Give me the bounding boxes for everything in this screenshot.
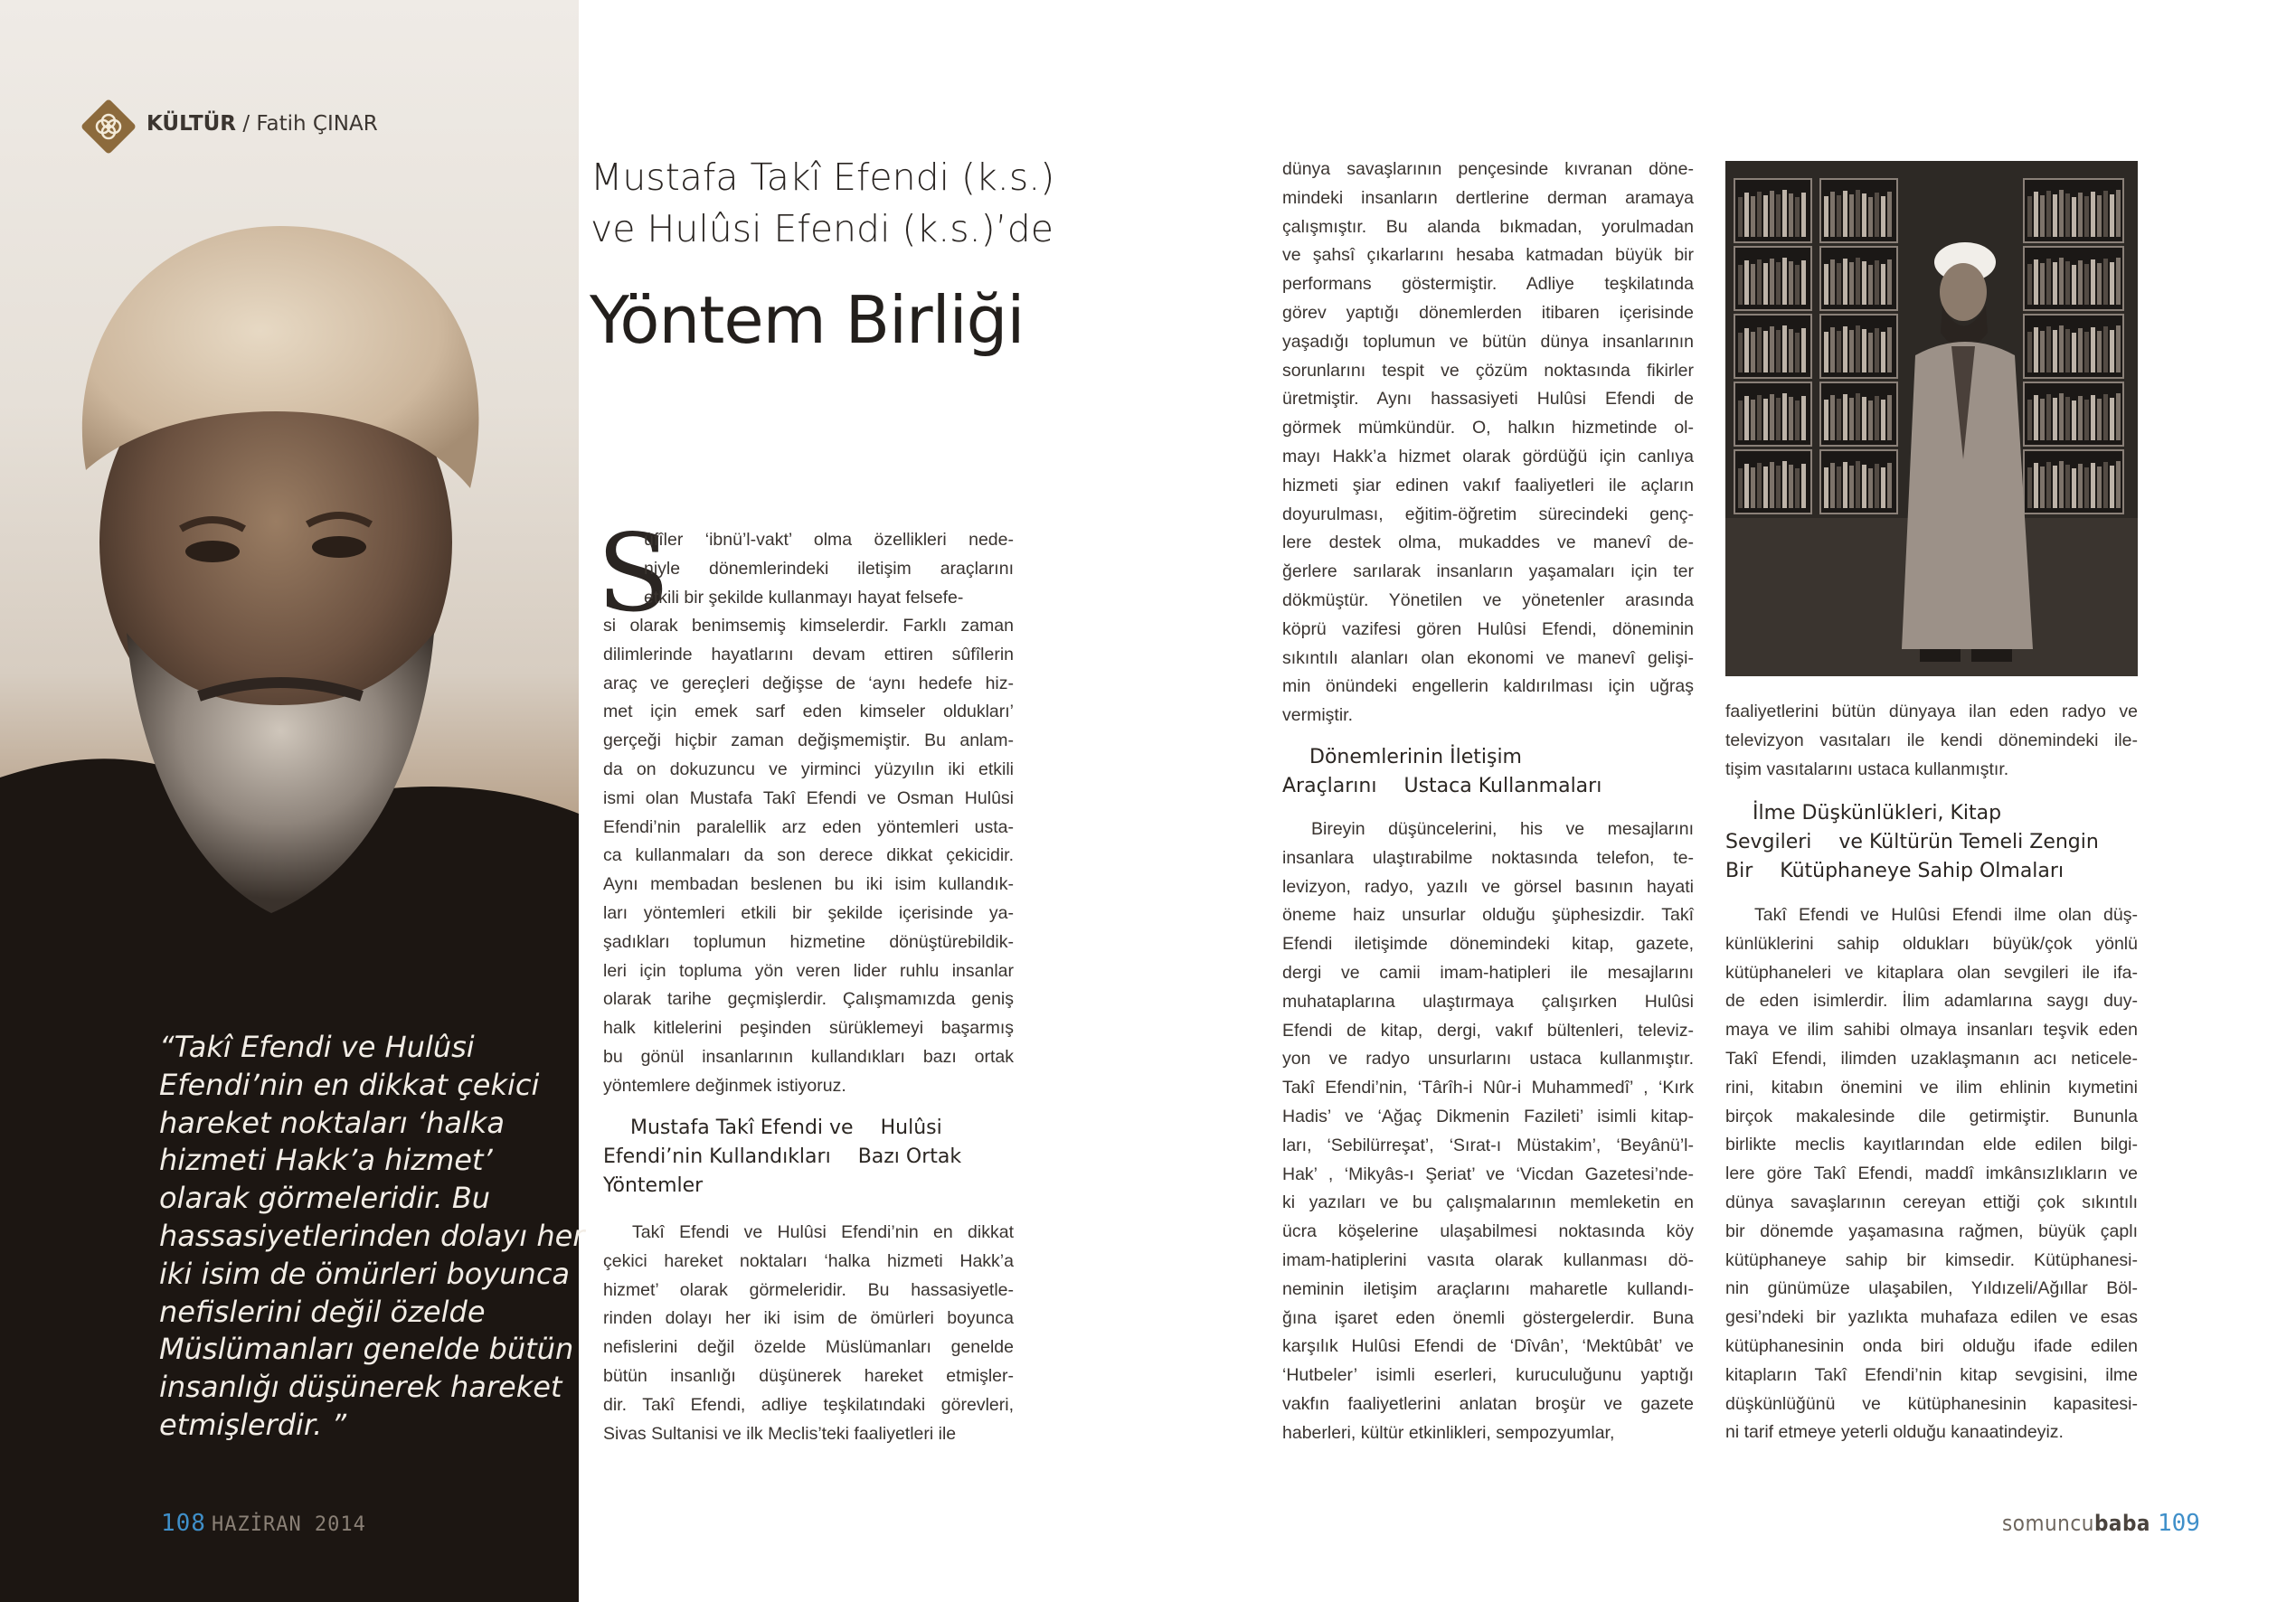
section-heading-line: Hulûsi Efendi’nin Kullandıkları (603, 1117, 942, 1168)
text-line: Takî Efendi, ilimden uzaklaşmanın acı neticele- (1725, 1048, 2138, 1069)
text-line: ve şahsî çıkarlarını hesaba katmadan büyük bir (1282, 245, 1694, 266)
text-line: Sivas Sultanisi ve ilk Meclis’teki faaliyetleri ile (603, 1423, 957, 1444)
text-line: gesi’ndeki bir yazlıkta muhafaza edilen ve esas (1725, 1307, 2138, 1328)
page-number-right: 109 (2157, 1510, 2200, 1537)
text-line: ismi olan Mustafa Takî Efendi ve Osman Hulûsi (603, 787, 1014, 808)
text-line: üretmiştir. Aynı hassasiyeti Hulûsi Efendi de (1282, 389, 1694, 410)
article-title: Yöntem Birliği (590, 282, 1025, 358)
text-line: Hadis’ ve ‘Ağaç Dikmenin Fazileti’ isimli kitap- (1282, 1106, 1694, 1126)
text-line: da on dokuzuncu ve yirminci yüzyılın iki etkili (603, 759, 1014, 779)
text-line: hizmet’ olarak görmeleridir. Bu hassasiyetle- (603, 1279, 1014, 1300)
column-1-heading (603, 1114, 1014, 1201)
text-line: ücra köşelerine ulaşabilmesi noktasında köy (1282, 1221, 1694, 1242)
text-line: etkili bir şekilde kullanmayı hayat felsefe- (644, 587, 964, 608)
text-line: mayı Hakk’a hizmet olarak gördüğü için canlıya (1282, 446, 1694, 466)
section-heading-line: Dönemlerinin İletişim Araçlarını (1282, 746, 1522, 797)
text-line: haberleri, kültür etkinlikleri, sempozyumlar, (1282, 1422, 1615, 1443)
pull-quote (159, 1029, 585, 1445)
quote-line: hareket noktaları ‘halka (159, 1105, 505, 1140)
magazine-brand (2002, 1511, 2150, 1536)
text-line: birlikte meclis kayıtlarından elde edilen bilgi- (1725, 1135, 2138, 1155)
text-line: min önündeki engellerin kaldırılması için uğraş (1282, 676, 1694, 697)
text-line: yöntemlere değinmek istiyoruz. (603, 1075, 846, 1096)
text-line: görev yaptığı dönemlerden itibaren içerisinde (1282, 302, 1694, 323)
text-line: halk kitlelerini peşinden sürüklemeyi başarmış (603, 1018, 1014, 1039)
quote-line: olarak görmeleridir. Bu (159, 1181, 491, 1216)
text-line: ları, ‘Sebilürreşat’, ‘Sırat-ı Müstakim’, ‘Beyânü’l- (1282, 1135, 1694, 1155)
library-photo (1725, 161, 2138, 676)
text-line: araç ve gereçleri değişse de ‘aynı hedefe hiz- (603, 673, 1014, 693)
category-label: KÜLTÜR (146, 112, 237, 136)
brand-light: somuncu (2002, 1511, 2094, 1536)
text-line: de eden isimlerdir. İlim adamlarına saygı duy- (1725, 991, 2138, 1012)
text-line: dünya savaşlarının cereyan ettiği çok sıkıntılı (1725, 1192, 2138, 1212)
text-line: ları yöntemleri etkili bir şekilde içerisinde ya- (603, 902, 1014, 923)
text-line: kütüphaneleri ve kitaplara olan sevgileri ile ifa- (1725, 962, 2138, 983)
text-line: performans göstermiştir. Adliye teşkilatında (1282, 274, 1694, 295)
text-line: tişim vasıtalarını ustaca kullanmıştır. (1725, 759, 2009, 779)
text-line: neminin iletişim araçlarını maharetle kullandı- (1282, 1278, 1694, 1299)
text-line: gerçeği hiçbir zaman değişmemiştir. Bu anlam- (603, 730, 1014, 751)
text-line: mindeki insanların dertlerine derman aramaya (1282, 187, 1694, 208)
text-line: birçok makalesinde dile getirmiştir. Bununla (1725, 1106, 2138, 1126)
text-line: si olarak benimsemiş kimselerdir. Farklı zaman (603, 616, 1014, 636)
text-line: karşılık Hulûsi Efendi de ‘Dîvân’, ‘Mektûbât’ ve (1282, 1336, 1694, 1357)
text-line: olarak tarihe geçmişlerdir. Çalışmamızda geniş (603, 989, 1014, 1010)
author-name: Fatih ÇINAR (256, 112, 378, 136)
text-line: imam-hatiplerini vasıta olarak kullanması dö- (1282, 1249, 1694, 1270)
section-heading-line: Ustaca Kullanmaları (1403, 775, 1602, 797)
header-separator: / (236, 112, 257, 136)
quote-line: iki isim de ömürleri boyunca (159, 1256, 571, 1291)
text-line: niyle dönemlerindeki iletişim araçlarını (644, 558, 1014, 579)
text-line: rini, kitabın önemini ve ilim ehlinin kıymetini (1725, 1077, 2138, 1098)
text-line: nefislerini değil özelde Müslümanları genelde (603, 1337, 1014, 1358)
text-line: ki yazıları ve bu çalışmalarının memleketin en (1282, 1192, 1694, 1213)
quote-line: etmişlerdir. ” (159, 1407, 347, 1442)
text-line: çekici hareket noktaları ‘halka hizmeti Hakk’a (603, 1250, 1014, 1271)
text-line: nin günümüze ulaşabilen, Yıldızeli/Ağıllar Böl- (1725, 1278, 2138, 1299)
text-line: hizmeti şiar edinen vakıf faaliyetleri ile açların (1282, 475, 1694, 495)
text-line: çalışmıştır. Bu alanda bıkmadan, yorulmadan (1282, 216, 1694, 237)
text-line: rinden dolayı her iki isim de ömürleri boyunca (603, 1308, 1014, 1329)
text-line: sorunlarını tespit ve çözüm noktasında fikirler (1282, 360, 1694, 381)
quote-line: nefislerini değil özelde (159, 1294, 486, 1329)
section-heading-line: Mustafa Takî Efendi ve (630, 1117, 854, 1139)
text-line: Efendi de kitap, dergi, vakıf bültenleri, televiz- (1282, 1020, 1694, 1041)
text-line: görmek mümkündür. O, halkın hizmetinde ol- (1282, 418, 1694, 438)
folio-right (2002, 1510, 2200, 1537)
text-line: vakfın faaliyetlerini anlatan broşür ve gazete (1282, 1393, 1694, 1414)
text-line: muhataplarına ulaştırmaya çalışırken Hulûsi (1282, 991, 1694, 1012)
text-line: lere destek olma, mukaddes ve manevî de- (1282, 532, 1694, 553)
text-line: Takî Efendi ve Hulûsi Efendi ilme olan düş- (1754, 905, 2138, 925)
folio-left (161, 1510, 366, 1537)
issue-date: HAZİRAN 2014 (211, 1513, 366, 1536)
text-line: köprü vazifesi gören Hulûsi Efendi, döneminin (1282, 618, 1694, 639)
text-line: ‘Hutbeler’ isimli eserleri, kuruculuğunu yaptığı (1282, 1365, 1694, 1386)
subtitle-line: ve Hulûsi Efendi (k.s.)’de (591, 207, 1054, 250)
text-line: öneme haiz unsurlar olduğu şüphesizdir. Takî (1282, 905, 1694, 926)
quote-line: Efendi’nin en dikkat çekici (159, 1067, 540, 1102)
text-line: dergi ve camii imam-hatipleri ile mesajlarını (1282, 962, 1694, 983)
text-line: faaliyetlerini bütün dünyaya ilan eden radyo ve (1725, 702, 2138, 721)
text-line: bu gönül insanlarının kullandıkları bazı ortak (603, 1046, 1014, 1067)
text-line: insanlara ulaştırabilme noktasında telefon, te- (1282, 847, 1694, 868)
column-1-intro (644, 526, 1014, 612)
text-line: kitapların Takî Efendi’nin kitap sevgisini, ilme (1725, 1364, 2138, 1385)
column-1-paragraph-2 (603, 1219, 1014, 1448)
text-line: düşkünlüğünü ve kütüphanesinin kapasitesi- (1725, 1393, 2138, 1414)
text-line: doyurulması, eğitim-öğretim sürecindeki genç- (1282, 504, 1694, 524)
text-line: ûfîler ‘ibnü’l-vakt’ olma özellikleri nede- (644, 530, 1014, 550)
text-line: ca kullanmaları da son derece dikkat çekicidir. (603, 845, 1014, 866)
column-1-paragraph (603, 612, 1014, 1101)
column-3-heading (1725, 799, 2138, 886)
text-line: ğerlere sarılarak insanların yaşamaları için ter (1282, 561, 1694, 582)
text-line: ni tarif etmeye yeterli olduğu kanaatindeyiz. (1725, 1422, 2064, 1443)
text-line: televizyon vasıtaları ile kendi dönemindeki ile- (1725, 730, 2138, 750)
column-2-paragraph (1282, 155, 1694, 730)
section-heading-line: Bazı Ortak Yöntemler (603, 1145, 962, 1197)
text-line: Efendi iletişimde dönemindeki kitap, gazete, (1282, 934, 1694, 955)
section-heading-line: İlme Düşkünlükleri, Kitap Sevgileri (1725, 802, 2002, 853)
column-3-paragraph (1725, 698, 2138, 784)
text-line: maya ve ilim sahibi olmaya insanları teşvik eden (1725, 1020, 2138, 1041)
library-image (1725, 161, 2138, 676)
text-line: lere göre Takî Efendi, maddî imkânsızlıkların ve (1725, 1164, 2138, 1184)
text-line: bütün insanlığı düşünerek hareket etmişler- (603, 1365, 1014, 1386)
text-line: dir. Takî Efendi, adliye teşkilatındaki görevleri, (603, 1394, 1014, 1415)
category-diamond-icon (76, 94, 141, 159)
drop-cap: S (597, 511, 670, 636)
quote-line: hizmeti Hakk’a hizmet’ (159, 1143, 493, 1178)
text-line: met için emek sarf eden kimseler oldukları’ (603, 702, 1014, 722)
text-line: leri için topluma yön veren lider ruhlu insanlar (603, 960, 1014, 981)
quote-line: insanlığı düşünerek hareket (159, 1370, 562, 1405)
text-line: vermiştir. (1282, 705, 1353, 726)
column-2-heading (1282, 743, 1694, 801)
column-2-paragraph-2 (1282, 815, 1694, 1448)
quote-line: hassasiyetlerinden dolayı her (159, 1218, 585, 1253)
section-heading-line: Kütüphaneye Sahip Olmaları (1780, 860, 2065, 882)
text-line: yon ve radyo unsurlarını ustaca kullanmıştır. (1282, 1049, 1694, 1070)
page-number-left: 108 (161, 1510, 206, 1537)
text-line: dünya savaşlarının pençesinde kıvranan döne- (1282, 159, 1694, 179)
text-line: levizyon, radyo, yazılı ve görsel basının hayati (1282, 876, 1694, 897)
text-line: ğına işaret eden önemli göstergelerdir. Buna (1282, 1307, 1694, 1328)
quote-line: Müslümanları genelde bütün (159, 1332, 574, 1367)
section-header (146, 112, 378, 136)
text-line: sıkıntılı alanları olan ekonomi ve manevî gelişi- (1282, 647, 1694, 668)
text-line: Takî Efendi ve Hulûsi Efendi’nin en dikkat (632, 1222, 1014, 1242)
text-line: künlüklerini sahip oldukları büyük/çok yönlü (1725, 933, 2138, 954)
text-line: Takî Efendi’nin, ‘Târîh-i Nûr-i Muhammedî’ , ‘Kırk (1282, 1078, 1694, 1098)
text-line: şadıkları toplumun hizmetine dönüştürebildik- (603, 931, 1014, 952)
brand-bold: baba (2093, 1511, 2150, 1536)
text-line: Hak’ , ‘Mikyâs-ı Şeriat’ ve ‘Vicdan Gazetesi’nde- (1282, 1164, 1694, 1184)
text-line: bir dönemde yaşamasına rağmen, büyük çaplı (1725, 1220, 2138, 1241)
text-line: Bireyin düşüncelerini, his ve mesajlarını (1311, 819, 1694, 839)
text-line: kütüphanesinin onda biri olduğu ifade edilen (1725, 1335, 2138, 1356)
text-line: kütüphaneye sahip bir kimsedir. Kütüphanesi- (1725, 1249, 2138, 1270)
text-line: Efendi’nin paralellik arz eden yöntemleri usta- (603, 816, 1014, 837)
text-line: dilimlerinde hayatlarını devam ettiren sûfîlerin (603, 644, 1014, 664)
column-3-paragraph-2 (1725, 901, 2138, 1447)
text-line: dökmüştür. Yönetilen ve yönetenler arasında (1282, 589, 1694, 610)
subtitle-line: Mustafa Takî Efendi (k.s.) (591, 155, 1055, 199)
text-line: Aynı membadan beslenen bu iki isim kullandık- (603, 874, 1014, 895)
section-heading-line: ve Kültürün Temeli Zengin Bir (1725, 831, 2099, 882)
text-line: yaşadığı toplumun ve bütün dünya insanlarının (1282, 331, 1694, 352)
quote-line: “Takî Efendi ve Hulûsi (159, 1030, 475, 1064)
article-subtitle (591, 152, 1054, 255)
